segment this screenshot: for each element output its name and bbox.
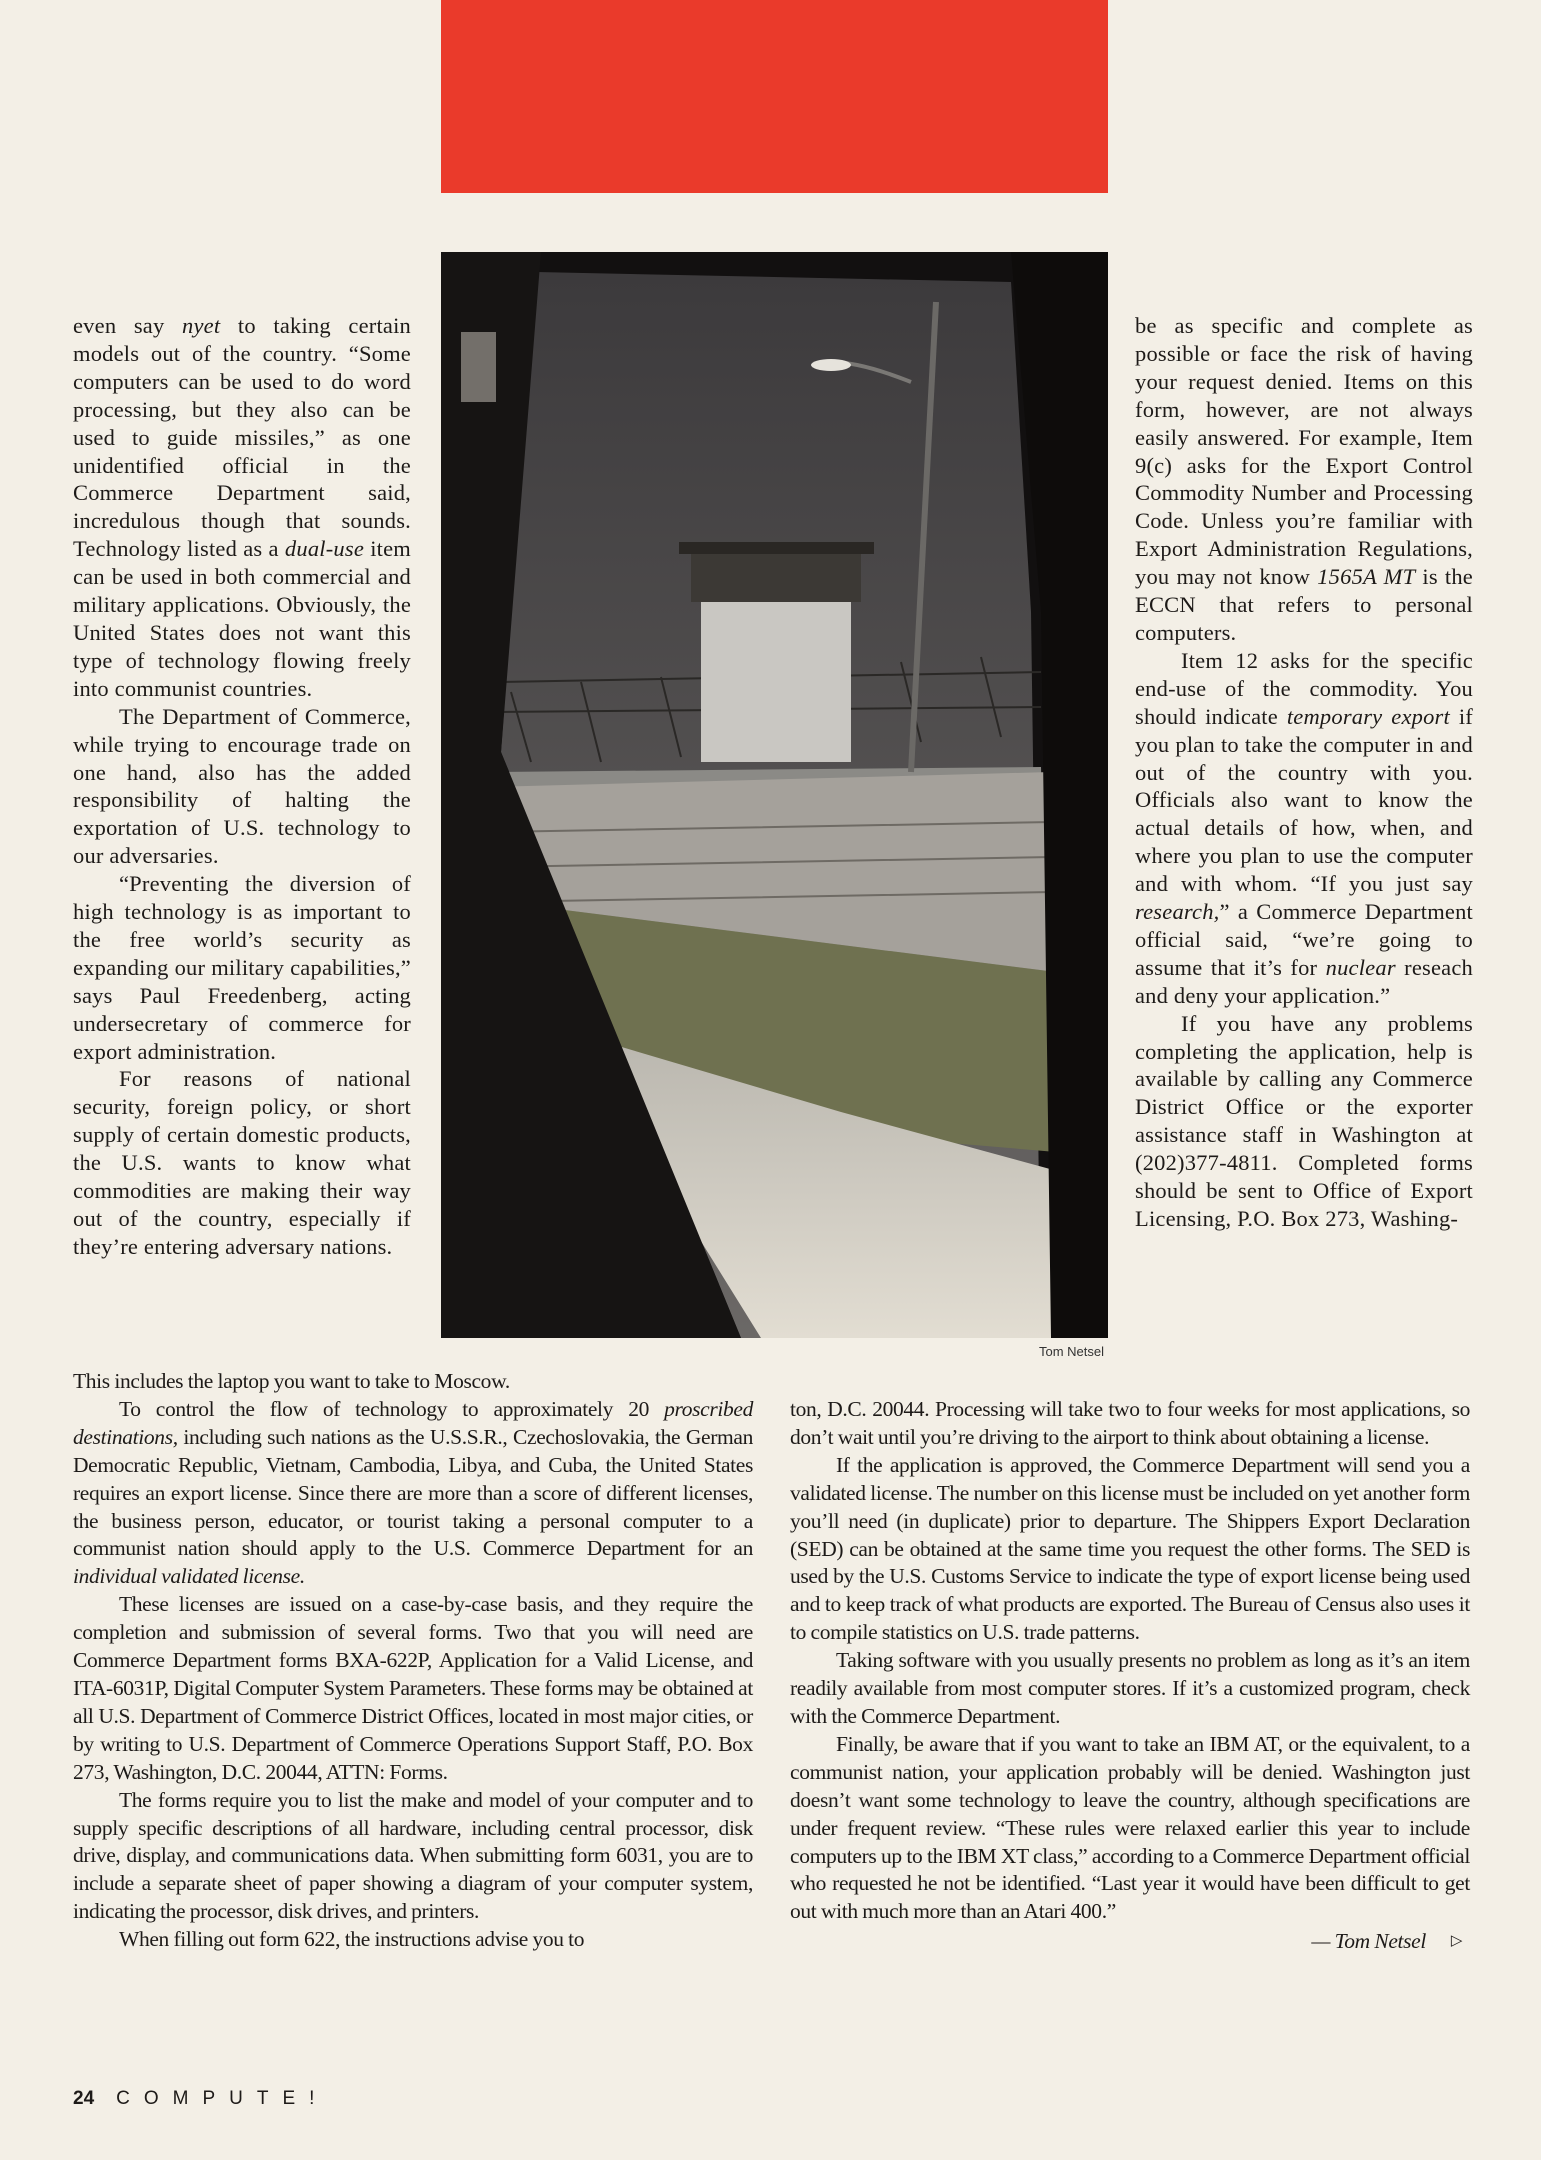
paragraph: This includes the laptop you want to take to Moscow. <box>73 1369 510 1393</box>
italic-term: temporary export <box>1286 703 1450 729</box>
paragraph: Item 12 asks for the specific end-use of the commodity. You should indicate temporary export if you plan to take the computer in and out of the country with you. Officials also want to know the actual details of how, when, and where you plan to use the computer and with whom. “If you just say research,” a Commerce Department official said, “we’re going to assume that it’s for nuclear reseach and deny your application.” <box>1135 647 1474 1008</box>
italic-term: individual validated license. <box>73 1564 305 1589</box>
italic-term: proscribed destinations, <box>73 1396 753 1449</box>
paragraph: If you have any problems completing the application, help is available by calling any Commerce District Office or the exporter assistance staff in Washington at (202)377-4811. Completed forms should be sent to Office of Export Licensing, P.O. Box 273, Washing- <box>1135 1010 1473 1231</box>
end-triangle-icon: ▷ <box>1450 1933 1462 1950</box>
italic-term: research, <box>1135 899 1220 925</box>
author-byline <box>790 1928 1470 1956</box>
article-column-right-bottom <box>790 1396 1470 1956</box>
article-column-left-bottom <box>73 1368 753 1954</box>
italic-term: nyet <box>182 313 221 338</box>
paragraph: “Preventing the diversion of high technology is as important to the free world’s security as expanding our military capabilities,” says Paul Freedenberg, acting undersecretary of commerce for export administration. <box>73 871 411 1064</box>
paragraph: To control the flow of technology to approximately 20 proscribed destinations, including such nations as the U.S.S.R., Czechoslovakia, the German Democratic Republic, Vietnam, Cambodia, Libya, and Cuba, the United States requires an export license. Since there are more than a score of different licenses, the business person, educator, or tourist taking a personal computer to a communist nation should apply to the U.S. Commerce Department for an individual validated license. <box>73 1396 753 1589</box>
paragraph: Finally, be aware that if you want to take an IBM AT, or the equivalent, to a communist nation, your application probably will be denied. Washington just doesn’t want some technology to leave the country, although specifications are under frequent review. “These rules were relaxed earlier this year to include computers up to the IBM XT class,” according to a Commerce Department official who requested he not be identified. “Last year it would have been difficult to get out with much more than an Atari 400.” <box>790 1731 1470 1924</box>
red-color-block <box>441 0 1108 193</box>
italic-term: dual-use <box>284 536 365 562</box>
paragraph: even say nyet to taking certain models out of the country. “Some computers can be used to do word processing, but they also can be used to guide missiles,” as one unidentified official in the Commerce Department said, incredulous though that sounds. Technology listed as a dual-use item can be used in both commercial and military applications. Obviously, the United States does not want this type of technology flowing freely into communist countries. <box>73 313 411 701</box>
byline-text: — Tom Netsel <box>1311 1929 1426 1954</box>
article-column-left-top <box>73 312 411 1261</box>
paragraph: If the application is approved, the Commerce Department will send you a validated license. The number on this license must be included on yet another form you’ll need (in duplicate) prior to departure. The Shippers Export Declaration (SED) can be obtained at the same time you request the other forms. The SED is used by the U.S. Customs Service to indicate the type of export license being used and to keep track of what products are exported. The Bureau of Census also uses it to compile statistics on U.S. trade patterns. <box>790 1452 1470 1645</box>
paragraph: These licenses are issued on a case-by-case basis, and they require the completion and submission of several forms. Two that you will need are Commerce Department forms BXA-622P, Application for a Valid License, and ITA-6031P, Digital Computer System Parameters. These forms may be obtained at all U.S. Department of Commerce District Offices, located in most major cities, or by writing to U.S. Department of Commerce Operations Support Staff, P.O. Box 273, Washington, D.C. 20044, ATTN: Forms. <box>73 1592 753 1784</box>
italic-term: nuclear <box>1325 954 1396 980</box>
paragraph: When filling out form 622, the instructions advise you to <box>119 1927 585 1952</box>
article-column-right-top <box>1135 312 1473 1233</box>
photo-credit: Tom Netsel <box>1038 1344 1104 1359</box>
paragraph: Taking software with you usually presents no problem as long as it’s an item readily available from most computer stores. If it’s a customized program, check with the Commerce Department. <box>790 1648 1470 1728</box>
paragraph: The Department of Commerce, while trying to encourage trade on one hand, also has the added responsibility of halting the exportation of U.S. technology to our adversaries. <box>73 703 411 869</box>
photo-border-fence-watchtower <box>441 252 1108 1338</box>
paragraph: be as specific and complete as possible or face the risk of having your request denied. Items on this form, however, are not always easily answered. For example, Item 9(c) asks for the Export Control Commodity Number and Processing Code. Unless you’re familiar with Export Administration Regulations, you may not know 1565A MT is the ECCN that refers to personal computers. <box>1135 313 1473 645</box>
page-number: 24 <box>73 2088 95 2109</box>
paragraph: ton, D.C. 20044. Processing will take two to four weeks for most applications, so don’t wait until you’re driving to the airport to think about obtaining a license. <box>790 1397 1470 1449</box>
paragraph: For reasons of national security, foreign policy, or short supply of certain domestic products, the U.S. wants to know what commodities are making their way out of the country, especially if they’re entering adversary nations. <box>73 1066 411 1259</box>
page-footer <box>73 2088 328 2110</box>
italic-term: 1565A MT <box>1317 564 1416 590</box>
magazine-name: COMPUTE! <box>116 2088 329 2109</box>
paragraph: The forms require you to list the make and model of your computer and to supply specific descriptions of all hardware, including central processor, disk drive, display, and communications data. When submitting form 6031, you are to include a separate sheet of paper showing a diagram of your computer system, indicating the processor, disk drives, and printers. <box>73 1787 753 1924</box>
